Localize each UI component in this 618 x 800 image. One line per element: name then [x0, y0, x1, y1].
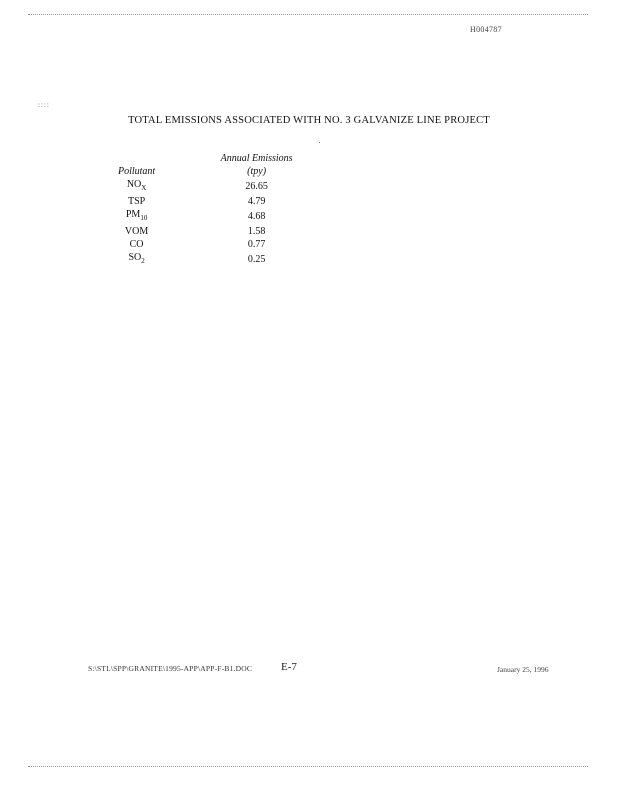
value-cell: 0.77 — [247, 239, 266, 250]
pollutant-cell: VOM — [124, 226, 149, 237]
pollutant-cell: $PM_{10}$ — [125, 209, 148, 222]
top-scan-border — [28, 14, 588, 15]
table-row — [112, 238, 312, 251]
units-header: (tpy) — [247, 166, 267, 177]
pollutant-cell: TSP — [127, 196, 146, 207]
table-row — [112, 208, 312, 225]
table-group-header-row — [112, 152, 312, 165]
table-row — [112, 225, 312, 238]
value-cell: 26.65 — [245, 181, 268, 192]
footer-page-number: E-7 — [281, 661, 297, 673]
table-row — [112, 251, 312, 268]
value-cell: 0.25 — [247, 254, 266, 265]
pollutant-cell: $SO_2$ — [128, 252, 145, 265]
value-cell: 1.58 — [247, 226, 266, 237]
footer-file-path: S:\STL\SPP\GRANITE\1995-APP\APP-F-B1.DOC — [88, 664, 253, 673]
table-header-row — [112, 165, 312, 178]
footer-date: January 25, 1996 — [497, 665, 549, 674]
pollutant-cell: CO — [129, 239, 144, 250]
emissions-table — [112, 152, 312, 268]
value-cell: 4.79 — [247, 196, 266, 207]
pollutant-header: Pollutant — [117, 166, 156, 177]
document-title: TOTAL EMISSIONS ASSOCIATED WITH NO. 3 GALVANIZE LINE PROJECT — [128, 115, 490, 126]
value-cell: 4.68 — [247, 211, 266, 222]
annual-emissions-header: Annual Emissions — [220, 153, 293, 164]
table-row — [112, 195, 312, 208]
stray-mark — [319, 142, 320, 143]
bottom-scan-border — [28, 766, 588, 767]
table-row — [112, 178, 312, 195]
margin-mark: :::: — [38, 101, 50, 109]
page-id: H004787 — [470, 25, 502, 34]
pollutant-cell: $NO_X$ — [126, 179, 147, 192]
